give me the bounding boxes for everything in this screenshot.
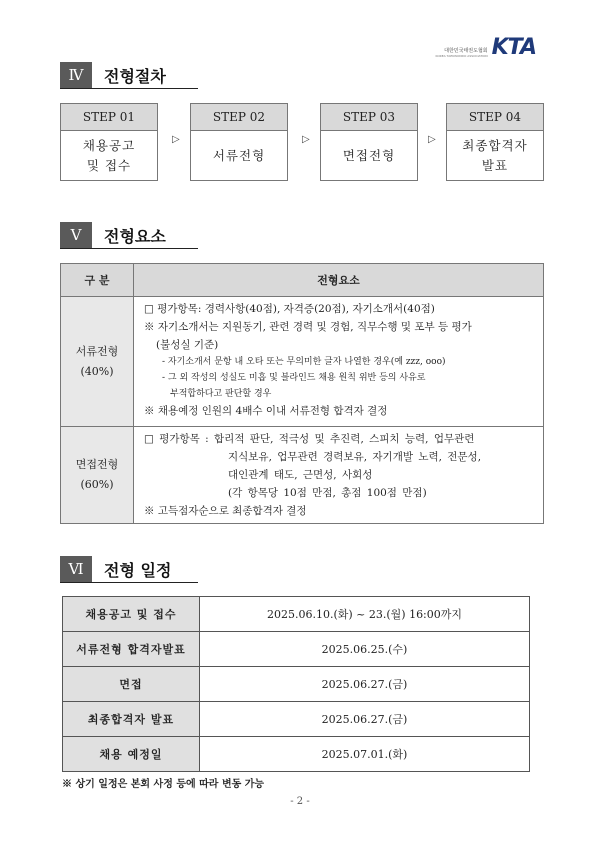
- content-line: - 그 외 작성의 성실도 미흡 및 블라인드 채용 원칙 위반 등의 사유로: [162, 373, 426, 383]
- content-line: (각 항목당 10점 만점, 총점 100점 만점): [228, 487, 427, 499]
- section-4-underline: [60, 88, 198, 89]
- step-arrow-icon: ▷: [302, 134, 310, 145]
- schedule-label: 면접: [63, 667, 200, 702]
- table-row: [61, 427, 544, 524]
- section-4-numeral: Ⅳ: [60, 62, 92, 88]
- schedule-label: 채용 예정일: [63, 737, 200, 772]
- content-line: ※ 채용예정 인원의 4배수 이내 서류전형 합격자 결정: [144, 405, 388, 417]
- category-label: 서류전형: [75, 344, 119, 358]
- step-arrow-icon: ▷: [428, 134, 436, 145]
- section-5-underline: [60, 248, 198, 249]
- section-5-heading: [60, 222, 166, 248]
- step-arrow-icon: ▷: [172, 134, 180, 145]
- selection-elements-table: [60, 263, 544, 524]
- section-6-underline: [60, 582, 198, 583]
- category-weight: (40%): [80, 364, 114, 378]
- kta-logo-mark: KTA: [491, 35, 536, 60]
- org-name-ko: 대한민국태권도협회: [444, 48, 488, 54]
- table-row: [63, 702, 530, 737]
- category-label: 면접전형: [75, 458, 119, 471]
- row-category: [61, 427, 134, 524]
- step-2-text: 서류전형: [212, 148, 266, 163]
- step-2-label: STEP 02: [191, 104, 287, 131]
- table-row: [63, 737, 530, 772]
- content-line: □ 평가항목: 경력사항(40점), 자격증(20점), 자기소개서(40점): [144, 303, 435, 315]
- header-category: 구 분: [61, 264, 134, 297]
- step-1-text: 채용공고 및 접수: [82, 138, 136, 173]
- content-line: ※ 고득점자순으로 최종합격자 결정: [144, 505, 307, 517]
- step-3-text: 면접전형: [342, 148, 396, 163]
- step-4: [446, 103, 544, 181]
- kta-logo: [435, 35, 536, 60]
- table-row: [63, 667, 530, 702]
- row-content: [134, 297, 544, 427]
- section-4-title: 전형절차: [104, 66, 166, 86]
- schedule-value: 2025.06.27.(금): [200, 667, 530, 702]
- table-row: [63, 597, 530, 632]
- step-1-label: STEP 01: [61, 104, 157, 131]
- content-line: □ 평가항목 : 합리적 판단, 적극성 및 추진력, 스피치 능력, 업무관련: [144, 433, 475, 445]
- schedule-value: 2025.06.27.(금): [200, 702, 530, 737]
- schedule-label: 최종합격자 발표: [63, 702, 200, 737]
- content-line: 지식보유, 업무관련 경력보유, 자기개발 노력, 전문성,: [228, 451, 482, 463]
- section-5-title: 전형요소: [104, 226, 166, 246]
- schedule-label: 채용공고 및 접수: [63, 597, 200, 632]
- step-2: [190, 103, 288, 181]
- schedule-label: 서류전형 합격자발표: [63, 632, 200, 667]
- content-line: - 자기소개서 문항 내 오타 또는 무의미한 글자 나열한 경우(예 zzz, ooo): [162, 357, 446, 367]
- content-line: 대인관계 태도, 근면성, 사회성: [228, 469, 373, 481]
- section-5-numeral: Ⅴ: [60, 222, 92, 248]
- section-6-numeral: Ⅵ: [60, 556, 92, 582]
- schedule-value: 2025.06.25.(수): [200, 632, 530, 667]
- content-line: 부적합하다고 판단할 경우: [170, 389, 272, 399]
- table-row: [63, 632, 530, 667]
- section-4-heading: [60, 62, 166, 88]
- category-weight: (60%): [80, 478, 114, 491]
- schedule-value: 2025.06.10.(화) ~ 23.(월) 16:00까지: [200, 597, 530, 632]
- page-number: - 2 -: [290, 796, 310, 807]
- schedule-note: ※ 상기 일정은 본회 사정 등에 따라 변동 가능: [62, 779, 265, 790]
- section-6-heading: [60, 556, 171, 582]
- step-4-text: 최종합격자 발표: [462, 138, 528, 173]
- step-3: [320, 103, 418, 181]
- section-6-title: 전형 일정: [104, 560, 172, 580]
- schedule-value: 2025.07.01.(화): [200, 737, 530, 772]
- org-name-en: KOREA TAEKWONDO ASSOCIATION: [435, 54, 488, 58]
- header-elements: 전형요소: [134, 264, 544, 297]
- content-line: (불성실 기준): [156, 339, 219, 351]
- step-1: [60, 103, 158, 181]
- content-line: ※ 자기소개서는 지원동기, 관련 경력 및 경험, 직무수행 및 포부 등 평가: [144, 321, 472, 333]
- row-category: [61, 297, 134, 427]
- step-3-label: STEP 03: [321, 104, 417, 131]
- schedule-table: [62, 596, 530, 772]
- row-content: [134, 427, 544, 524]
- table-row: [61, 297, 544, 427]
- step-4-label: STEP 04: [447, 104, 543, 131]
